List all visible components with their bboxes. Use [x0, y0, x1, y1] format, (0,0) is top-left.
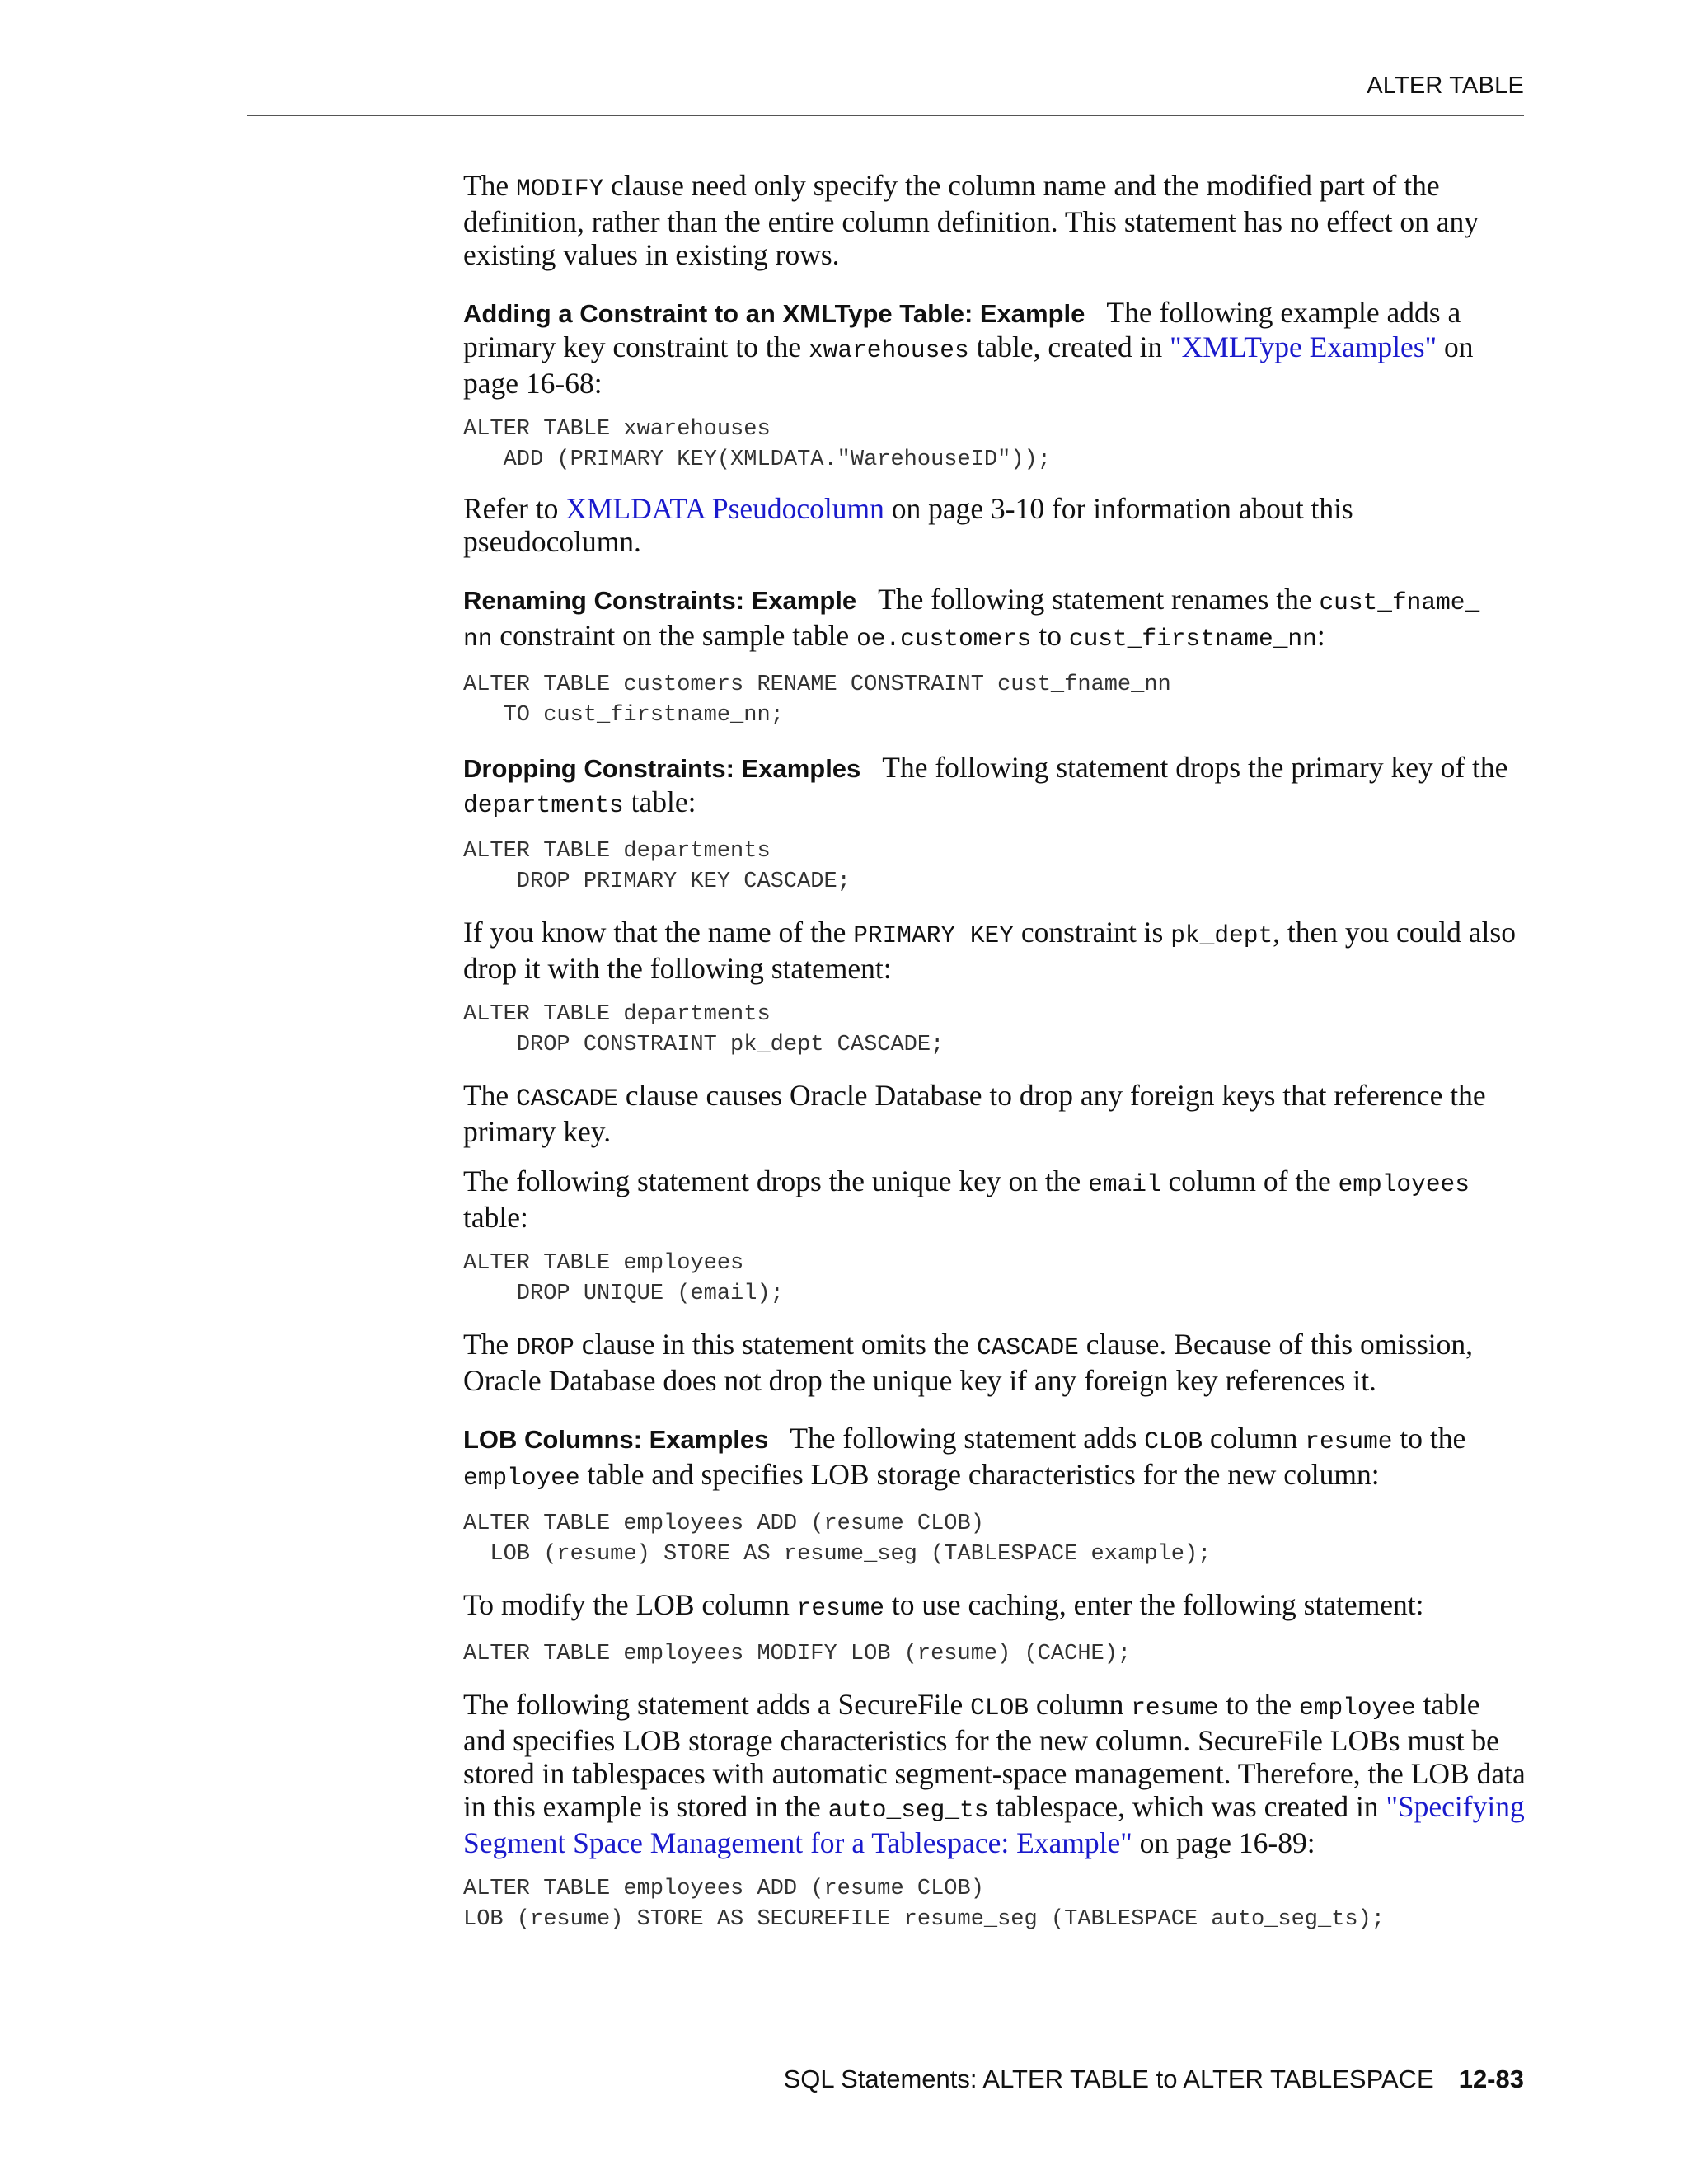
code-block-drop-unique: ALTER TABLE employees DROP UNIQUE (email);: [463, 1251, 784, 1306]
page-content: [463, 169, 1526, 1935]
text: column of the: [1160, 1165, 1339, 1197]
code-term: cust_firstname_nn: [1068, 625, 1317, 653]
text: to: [1031, 619, 1069, 652]
text: The following example adds a primary key constraint to the: [463, 296, 1461, 363]
section-heading-renaming: Renaming Constraints: Example: [463, 586, 857, 615]
text: The following statement drops the unique key on the: [463, 1165, 1089, 1197]
text: The following statement drops the primary key of the: [882, 751, 1508, 784]
paragraph-securefile: [463, 1688, 1526, 1859]
paragraph-renaming-constraints: [463, 583, 1526, 655]
running-head: ALTER TABLE: [1367, 73, 1524, 99]
code-block-modify-lob: ALTER TABLE employees MODIFY LOB (resume) (CACHE);: [463, 1642, 1132, 1666]
code-term: auto_seg_ts: [828, 1796, 989, 1824]
text: clause causes Oracle Database to drop any foreign keys that reference the primary key.: [463, 1079, 1486, 1148]
page-footer: [784, 2064, 1524, 2094]
text: column: [1028, 1688, 1132, 1721]
code-block-xwarehouses: ALTER TABLE xwarehouses ADD (PRIMARY KEY(XMLDATA."WarehouseID"));: [463, 417, 1051, 472]
paragraph-lob-caching: [463, 1588, 1526, 1624]
text: clause need only specify the column name and the modified part of the definition, rather than the entire column definition. This statement has no effect on any existing values in existing rows.: [463, 169, 1479, 271]
text: table and specifies LOB storage characteristics for the new column:: [579, 1458, 1380, 1491]
text: :: [1316, 619, 1325, 652]
code-term: resume: [796, 1594, 884, 1622]
code-term: pk_dept: [1170, 921, 1273, 949]
text: column: [1203, 1422, 1306, 1455]
text: table:: [463, 1201, 528, 1234]
code-term: MODIFY: [516, 175, 604, 203]
page-number: 12-83: [1458, 2064, 1524, 2093]
code-term: employee: [1299, 1694, 1416, 1722]
paragraph-pk-dept: [463, 916, 1526, 985]
paragraph-xmltype-constraint: [463, 296, 1526, 400]
code-term: CASCADE: [516, 1085, 618, 1113]
footer-title: SQL Statements: ALTER TABLE to ALTER TABLESPACE: [783, 2064, 1434, 2093]
text: The following statement adds a SecureFile: [463, 1688, 971, 1721]
text: on page 3-10 for information about this pseudocolumn.: [463, 492, 1353, 558]
code-term: PRIMARY KEY: [853, 921, 1014, 949]
link-xmltype-examples[interactable]: "XMLType Examples": [1170, 330, 1437, 363]
paragraph-lob-columns: [463, 1422, 1526, 1494]
code-block-add-clob: ALTER TABLE employees ADD (resume CLOB) LOB (resume) STORE AS resume_seg (TABLESPACE example);: [463, 1511, 1212, 1567]
text: The following statement renames the: [878, 583, 1320, 616]
header-rule: [247, 115, 1524, 116]
text: clause in this statement omits the: [574, 1328, 977, 1361]
text: The: [463, 1079, 517, 1112]
section-heading-dropping: Dropping Constraints: Examples: [463, 754, 861, 783]
code-block-drop-constraint: ALTER TABLE departments DROP CONSTRAINT pk_dept CASCADE;: [463, 1002, 945, 1057]
text: on page 16-68:: [463, 330, 1474, 400]
code-term: CLOB: [1144, 1427, 1203, 1455]
text: tablespace, which was created in: [988, 1790, 1386, 1823]
code-block-securefile: ALTER TABLE employees ADD (resume CLOB) LOB (resume) STORE AS SECUREFILE resume_seg (TABLESPACE auto_seg_ts);: [463, 1877, 1385, 1932]
code-block-drop-primary-key: ALTER TABLE departments DROP PRIMARY KEY CASCADE;: [463, 839, 851, 894]
code-term: oe.customers: [856, 625, 1032, 653]
code-block-rename-constraint: ALTER TABLE customers RENAME CONSTRAINT cust_fname_nn TO cust_firstname_nn;: [463, 673, 1171, 728]
text: to the: [1392, 1422, 1466, 1455]
code-term: employee: [463, 1464, 580, 1492]
text: The: [463, 169, 517, 202]
text: The following statement adds: [790, 1422, 1145, 1455]
code-term: email: [1088, 1170, 1161, 1198]
paragraph-drop-omits-cascade: [463, 1328, 1526, 1397]
text: Refer to: [463, 492, 566, 525]
text: to use caching, enter the following statement:: [884, 1588, 1424, 1621]
paragraph-dropping-constraints: [463, 751, 1526, 822]
paragraph-modify-clause: [463, 169, 1526, 271]
section-heading-xmltype: Adding a Constraint to an XMLType Table: Example: [463, 299, 1085, 328]
text: table and specifies LOB storage characteristics for the new column. SecureFile LOBs must be stored in tablespaces with automatic segment-space management. Therefore, the LOB data in this example is stored in the: [463, 1688, 1526, 1823]
code-term: nn: [463, 625, 493, 653]
paragraph-unique-key: [463, 1165, 1526, 1234]
text: on page 16-89:: [1132, 1826, 1315, 1859]
text: constraint on the sample table: [492, 619, 857, 652]
text: To modify the LOB column: [463, 1588, 797, 1621]
code-term: xwarehouses: [808, 336, 969, 364]
text: to the: [1218, 1688, 1300, 1721]
text: The: [463, 1328, 517, 1361]
section-heading-lob-columns: LOB Columns: Examples: [463, 1425, 769, 1454]
code-term: employees: [1338, 1170, 1470, 1198]
text: constraint is: [1013, 916, 1171, 949]
link-xmldata-pseudocolumn[interactable]: XMLDATA Pseudocolumn: [565, 492, 884, 525]
text: If you know that the name of the: [463, 916, 854, 949]
code-term: CLOB: [970, 1694, 1029, 1722]
text: , then you could also drop it with the following statement:: [463, 916, 1516, 985]
text: table, created in: [968, 330, 1170, 363]
link-segment-space-management[interactable]: "Specifying Segment Space Management for a Tablespace: Example": [463, 1790, 1525, 1859]
code-term: cust_fname_: [1319, 588, 1480, 616]
paragraph-cascade: [463, 1079, 1526, 1148]
text: clause. Because of this omission, Oracle Database does not drop the unique key if any foreign key references it.: [463, 1328, 1474, 1397]
code-term: departments: [463, 791, 624, 819]
code-term: CASCADE: [976, 1333, 1079, 1361]
code-term: resume: [1131, 1694, 1219, 1722]
paragraph-xmldata-ref: [463, 492, 1526, 558]
text: table:: [623, 785, 696, 818]
code-term: DROP: [516, 1333, 574, 1361]
code-term: resume: [1305, 1427, 1393, 1455]
